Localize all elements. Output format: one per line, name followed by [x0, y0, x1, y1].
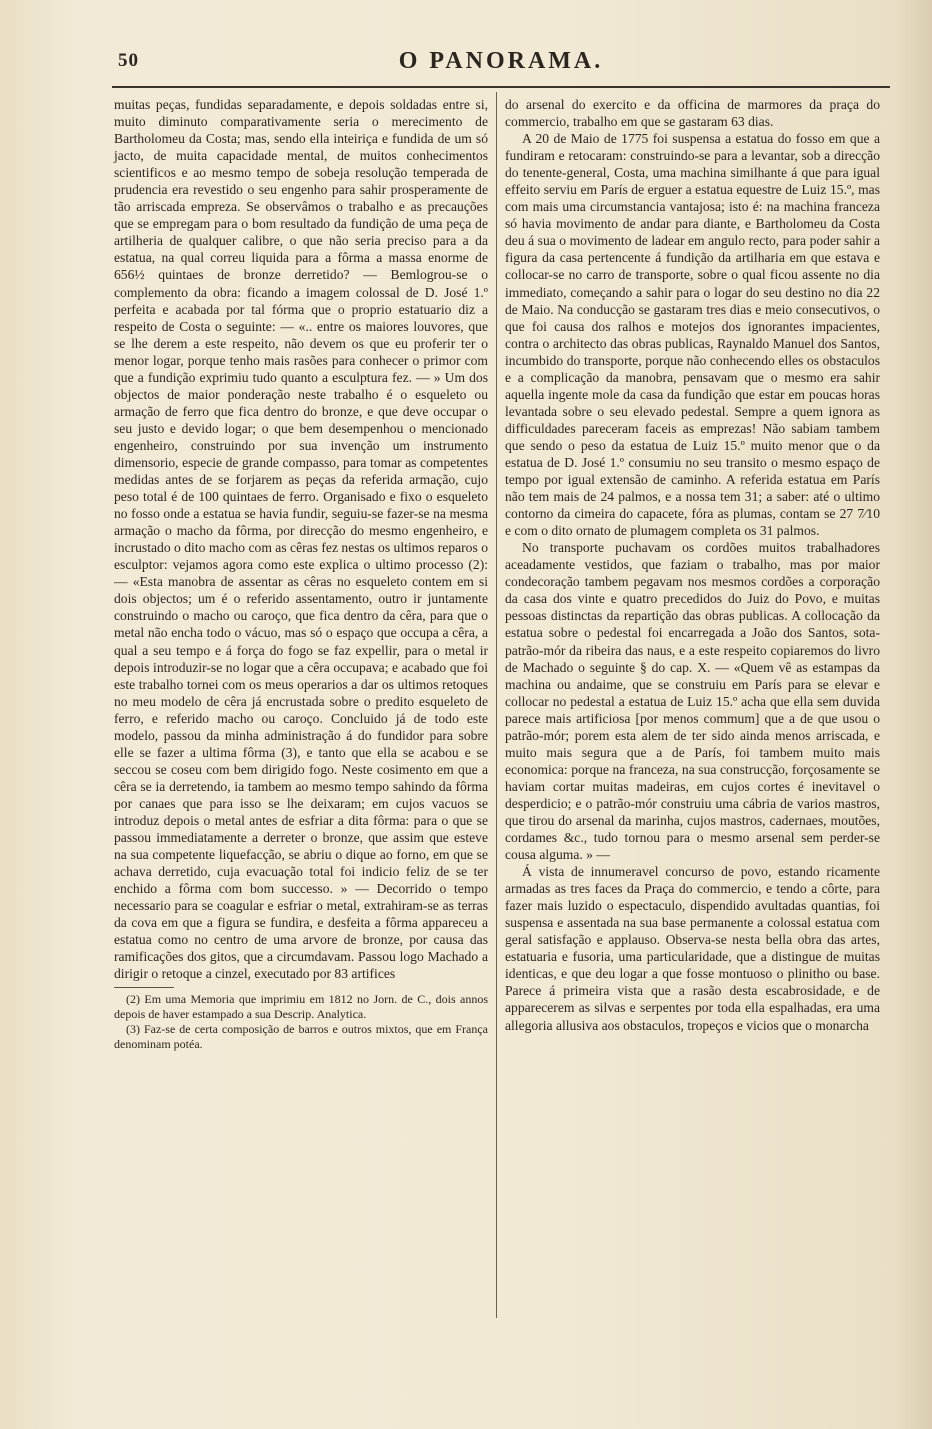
right-column: [505, 96, 880, 1034]
right-paragraph-4: Á vista de innumeravel concurso de povo, estando ricamente armadas as tres faces da Praça do commercio, e tendo a côrte, para fazer mais luzido o espectaculo, dispendido avultadas quantias, foi suspensa e assentada na sua base permanente a colossal estatua com geral satisfação e applauso. Observa-se nesta bella obra das artes, estatuaria e fusoria, uma particularidade, que a distingue de muitas identicas, e que deu logar a que fosse montuoso o plinitho ou base. Parece á primeira vista que a rasão desta escabrosidade, e de apparecerem as silvas e serpentes por toda ella espalhadas, era uma allegoria allusiva aos obstaculos, tropeços e vicios que o monarcha: [505, 864, 880, 1033]
header-rule: [112, 86, 890, 88]
footnotes: [114, 992, 488, 1052]
left-column-body: muitas peças, fundidas separadamente, e depois soldadas entre si, muito diminuto comparativamente seria o merecimento de Bartholomeu da Costa; mas, sendo ella inteiriça e fundida de um só jacto, de muita capacidade mental, de muitos conhecimentos scientificos e ao mesmo tempo de sobeja resolução temperada de prudencia era revestido o seu engenho para sahir prosperamente de tão arriscada empreza. Se observâmos o trabalho e as precauções que se empregam para o bom resultado da fundição de uma peça de artilheria de qualquer calibre, o que não seria preciso para a da estatua, na qual correu liquida para a fôrma a massa enorme de 656½ quintaes de bronze derretido? — Bemlogrou-se o complemento da obra: ficando a imagem colossal de D. José 1.º perfeita e acabada por tal fórma que o proprio estatuario diz a respeito de Costa o seguinte: — «.. entre os maiores louvores, que se lhe derem a este respeito, não devem os que eu proferir ter o menor logar, porque tenho mais rasões para conhecer o primor com que a fundição exprimiu tudo quanto a esculptura fez. — » Um dos objectos de maior ponderação neste trabalho é o esqueleto ou armação de ferro que fica dentro do bronze, e que deve occupar o seu justo e devido logar; o que bem desempenhou o mencionado engenheiro, construindo por sua invenção um instrumento dimensorio, especie de grande compasso, para tomar as competentes medidas antes de se forjarem as peças da referida armação, cujo peso total é de 100 quintaes de ferro. Organisado e fixo o esqueleto no fosso onde a estatua se havia fundir, seguiu-se fazer-se na mesma armação o macho da fôrma, por direcção do mesmo engenheiro, e incrustado o dito macho com as cêras fez nestas os ultimos reparos o esculptor: vejamos agora como este explica o ultimo processo (2): — «Esta manobra de assentar as cêras no esqueleto contem em si dois objectos; um é o referido assentamento, outro ir juntamente construindo o macho ou caroço, que fica dentro da cêra, para que o metal não encha todo o vácuo, mas só o espaço que occupa a cêra, a qual a seu tempo e á força do fogo se faz expellir, para o metal ir depois introduzir-se no logar que a cêra occupava; e acabado que foi este trabalho tornei com os meus operarios a dar os ultimos retoques no meu modelo de cêra já encrustada sobre o predito esqueleto de ferro, e referido macho ou caroço. Concluido já de todo este modelo, passou da minha administração á do fundidor para sobre elle se fazer a ultima fôrma (3), e tanto que ella se acabou e se seccou se coseu com bem dirigido fogo. Neste cosimento em que a cêra se ia derretendo, ia tambem ao mesmo tempo sahindo da fôrma por canaes que para isso se lhe deixaram; em cujos vacuos se introduz depois o metal antes de esfriar a dita fôrma: para o que se passou immediatamente a derreter o bronze, que assim que esteve na sua competente liquefacção, se abriu o dique ao forno, em que se achava derretido, cuja evacuação total foi indicio feliz de se ter enchido a fôrma com bom successo. » — Decorrido o tempo necessario para se coagular e esfriar o metal, extrahiram-se as terras da cova em que a figura se fundira, e desfeita a fôrma appareceu a estatua como no centro de uma arvore de bronze, por causa das ramificações dos gitos, que a circumdavam. Passou logo Machado a dirigir o retoque a cinzel, executado por 83 artifices: [114, 97, 488, 982]
column-divider: [496, 92, 497, 1318]
left-column: [114, 96, 488, 1052]
footnote-rule: [114, 987, 174, 988]
right-paragraph-1: do arsenal do exercito e da officina de marmores da praça do commercio, trabalho em que se gastaram 63 dias.: [505, 97, 880, 130]
right-paragraph-3: No transporte puchavam os cordões muitos trabalhadores aceadamente vestidos, que faziam o trabalho, mas por maior condecoração tambem pegavam nos mesmos cordões a corporação da casa dos vinte e quatro precedidos do Juiz do Povo, e muitas pessoas distinctas da repartição das obras publicas. A collocação da estatua sobre o pedestal foi encarregada a João dos Santos, sota-patrão-mór da ribeira das naus, e a este respeito copiaremos do livro de Machado o seguinte § do cap. X. — «Quem vê as estampas da machina ou andaime, que se construiu em París para se elevar e collocar no pedestal a estatua de Luiz 15.º acha que ella sem duvida parece mais artificiosa [por menos commum] que a de que usou o patrão-mór; porem esta alem de ter sido ainda menos arriscada, e muito mais segura que a de París, foi tambem muito mais economica: porque na franceza, na sua construcção, forçosamente se haviam cortar muitas madeiras, em cujos cortes é inevitavel o desperdicio; e o patrão-mór construiu uma cábria de varios mastros, que tirou do arsenal da marinha, cujos mastros, cadernaes, moutões, cordames &c., tudo tornou para o mesmo arsenal sem perder-se cousa alguma. » —: [505, 540, 880, 863]
journal-title: O PANORAMA.: [398, 48, 604, 74]
page-number: 50: [118, 50, 139, 71]
right-paragraph-2: A 20 de Maio de 1775 foi suspensa a estatua do fosso em que a fundiram e retocaram: construindo-se para a levantar, sob a direcção do tenente-general, Costa, uma machina similhante á que para igual effeito serviu em París de erguer a estatua equestre de Luiz 15.º, mas com mais uma circumstancia vantajosa; isto é: na machina franceza só havia movimento de andar para diante, e Bartholomeu da Costa deu á sua o movimento de ladear em angulo recto, para poder sahir a figura da casa pertencente á fundição da artilharia em que estava e collocar-se no carro de transporte, sobre o qual ficou assente no dia immediato, começando a sahir para o logar do seu destino no dia 22 de Maio. Na conducção se gastaram tres dias e meio consecutivos, o que foi causa dos ralhos e motejos dos ignorantes impacientes, contra o architecto das obras publicas, Raynaldo Manuel dos Santos, incumbido do transporte, porque não conhecendo elles os obstaculos e a complicação da manobra, pensavam que o mesmo era sahir aquella ingente mole da casa da fundição que estar em poucas horas levantada sobre o seu elevado pedestal. Sempre a quem ignora as difficuldades pareceram faceis as emprezas! Não sabiam tambem que sendo o peso da estatua de Luiz 15.º muito menor que o da estatua de D. José 1.º consumiu no seu transito o mesmo espaço de tempo por igual extensão de caminho. A referida estatua em París não tem mais de 24 palmos, e a nossa tem 31; a saber: até o ultimo contorno da cimeira do capacete, fóra as plumas, contam se 27 7⁄10 e com o dito ornato de plumagem completa os 31 palmos.: [505, 131, 880, 539]
footnote-2: (2) Em uma Memoria que imprimiu em 1812 no Jorn. de C., dois annos depois de haver estampado a sua Descrip. Analytica.: [114, 992, 488, 1022]
page-header: [112, 50, 890, 80]
footnote-3: (3) Faz-se de certa composição de barros e outros mixtos, que em França denominam potéa.: [114, 1022, 488, 1052]
